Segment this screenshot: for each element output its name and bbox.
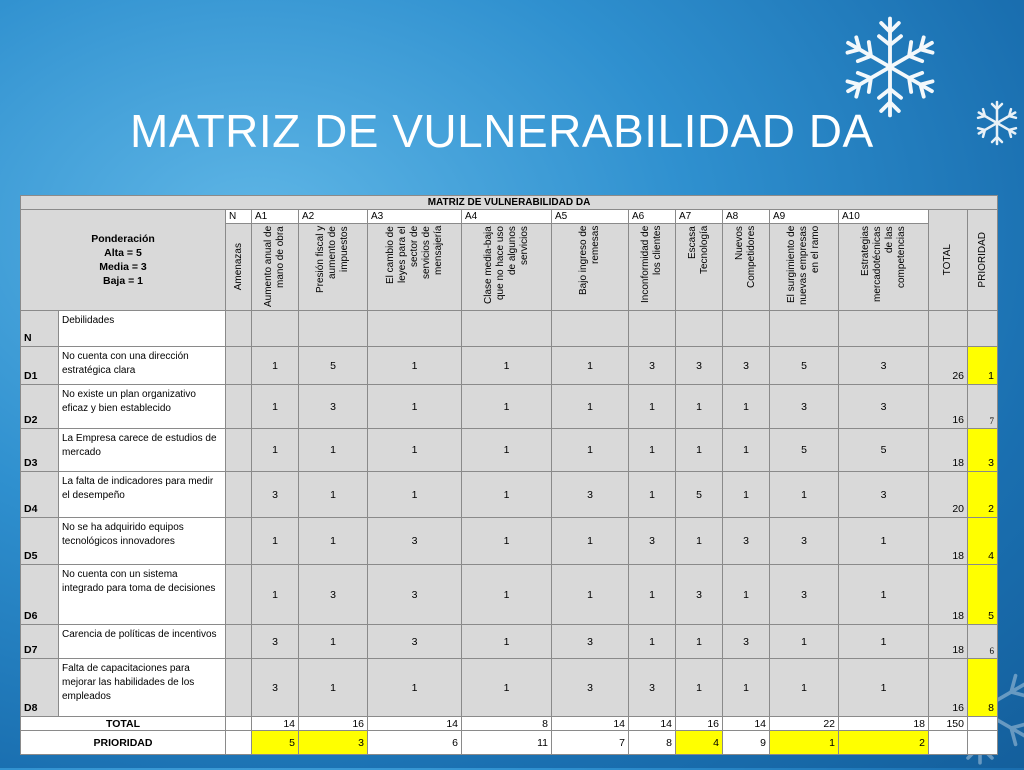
score-cell: 3 xyxy=(368,565,462,625)
score-cell: 3 xyxy=(770,518,839,565)
table-row xyxy=(21,659,998,717)
row-description: La Empresa carece de estudios de mercado xyxy=(59,429,226,472)
score-cell: 1 xyxy=(629,429,676,472)
score-cell: 1 xyxy=(839,625,929,659)
score-cell: 3 xyxy=(252,625,299,659)
score-cell: 1 xyxy=(462,518,552,565)
row-code: D1 xyxy=(21,347,59,385)
row-code: D8 xyxy=(21,659,59,717)
ponderacion-media: Media = 3 xyxy=(99,261,147,273)
score-cell: 1 xyxy=(368,347,462,385)
row-total: 16 xyxy=(929,659,968,717)
prioridad-row-label: PRIORIDAD xyxy=(21,731,226,755)
table-row xyxy=(21,472,998,518)
amenazas-label: Amenazas xyxy=(226,224,252,311)
column-priority: 7 xyxy=(552,731,629,755)
column-total: 22 xyxy=(770,717,839,731)
row-total: 18 xyxy=(929,565,968,625)
row-priority: 7 xyxy=(968,385,998,429)
score-cell: 1 xyxy=(676,659,723,717)
col-name: Escasa Tecnología xyxy=(676,224,723,311)
row-n-cell xyxy=(226,347,252,385)
score-cell: 3 xyxy=(629,659,676,717)
prioridad-header: PRIORIDAD xyxy=(968,210,998,311)
score-cell: 1 xyxy=(252,347,299,385)
score-cell: 3 xyxy=(723,518,770,565)
score-cell: 3 xyxy=(299,565,368,625)
row-description: No cuenta con una dirección estratégica clara xyxy=(59,347,226,385)
table-row xyxy=(21,565,998,625)
column-total: 14 xyxy=(723,717,770,731)
score-cell: 1 xyxy=(723,659,770,717)
score-cell: 1 xyxy=(462,565,552,625)
score-cell: 1 xyxy=(676,518,723,565)
row-total: 26 xyxy=(929,347,968,385)
col-code: A9 xyxy=(770,210,839,224)
total-header: TOTAL xyxy=(929,210,968,311)
column-total: 14 xyxy=(552,717,629,731)
score-cell: 5 xyxy=(299,347,368,385)
ponderacion-title: Ponderación xyxy=(91,233,155,245)
score-cell: 1 xyxy=(770,472,839,518)
column-priority: 4 xyxy=(676,731,723,755)
row-total: 18 xyxy=(929,518,968,565)
score-cell: 1 xyxy=(723,385,770,429)
row-description: No se ha adquirido equipos tecnológicos innovadores xyxy=(59,518,226,565)
row-total: 16 xyxy=(929,385,968,429)
score-cell: 3 xyxy=(770,565,839,625)
row-code: D6 xyxy=(21,565,59,625)
row-description: Carencia de políticas de incentivos xyxy=(59,625,226,659)
col-name: Presión fiscal y aumento de impuestos xyxy=(299,224,368,311)
score-cell: 3 xyxy=(723,347,770,385)
score-cell: 5 xyxy=(839,429,929,472)
debilidades-label: Debilidades xyxy=(59,311,226,347)
score-cell: 1 xyxy=(629,565,676,625)
score-cell: 3 xyxy=(552,659,629,717)
score-cell: 1 xyxy=(368,429,462,472)
table-row xyxy=(21,385,998,429)
score-cell: 3 xyxy=(723,625,770,659)
col-code: A1 xyxy=(252,210,299,224)
score-cell: 1 xyxy=(299,429,368,472)
score-cell: 1 xyxy=(299,518,368,565)
n-header: N xyxy=(226,210,252,224)
score-cell: 1 xyxy=(252,385,299,429)
score-cell: 1 xyxy=(252,518,299,565)
table-row xyxy=(21,429,998,472)
column-total: 14 xyxy=(368,717,462,731)
score-cell: 3 xyxy=(676,347,723,385)
score-cell: 1 xyxy=(368,659,462,717)
score-cell: 1 xyxy=(252,565,299,625)
score-cell: 3 xyxy=(252,659,299,717)
score-cell: 1 xyxy=(299,659,368,717)
grand-total: 150 xyxy=(929,717,968,731)
row-description: No existe un plan organizativo eficaz y bien establecido xyxy=(59,385,226,429)
col-name: El surgimiento de nuevas empresas en el ramo xyxy=(770,224,839,311)
vulnerability-matrix xyxy=(20,195,998,755)
score-cell: 3 xyxy=(839,347,929,385)
column-total: 18 xyxy=(839,717,929,731)
row-code: D4 xyxy=(21,472,59,518)
score-cell: 1 xyxy=(723,565,770,625)
col-code: A8 xyxy=(723,210,770,224)
score-cell: 3 xyxy=(839,385,929,429)
score-cell: 1 xyxy=(770,659,839,717)
row-n-cell xyxy=(226,472,252,518)
row-code: D7 xyxy=(21,625,59,659)
column-total: 16 xyxy=(299,717,368,731)
row-priority: 5 xyxy=(968,565,998,625)
score-cell: 1 xyxy=(629,625,676,659)
score-cell: 1 xyxy=(462,429,552,472)
score-cell: 1 xyxy=(552,429,629,472)
score-cell: 1 xyxy=(723,429,770,472)
score-cell: 3 xyxy=(368,625,462,659)
score-cell: 1 xyxy=(723,472,770,518)
score-cell: 5 xyxy=(770,429,839,472)
score-cell: 1 xyxy=(552,347,629,385)
row-description: No cuenta con un sistema integrado para toma de decisiones xyxy=(59,565,226,625)
row-n-cell xyxy=(226,429,252,472)
row-n-cell xyxy=(226,565,252,625)
column-total: 14 xyxy=(629,717,676,731)
row-description: La falta de indicadores para medir el desempeño xyxy=(59,472,226,518)
score-cell: 1 xyxy=(462,472,552,518)
column-priority: 11 xyxy=(462,731,552,755)
row-total: 20 xyxy=(929,472,968,518)
row-n-cell xyxy=(226,659,252,717)
row-n-cell xyxy=(226,518,252,565)
row-code: D3 xyxy=(21,429,59,472)
score-cell: 1 xyxy=(676,429,723,472)
score-cell: 1 xyxy=(299,625,368,659)
col-code: A5 xyxy=(552,210,629,224)
col-name: El cambio de leyes para el sector de servicios de mensajería xyxy=(368,224,462,311)
score-cell: 1 xyxy=(552,565,629,625)
score-cell: 3 xyxy=(839,472,929,518)
col-code: A4 xyxy=(462,210,552,224)
column-priority: 8 xyxy=(629,731,676,755)
score-cell: 3 xyxy=(552,472,629,518)
col-name: Nuevos Competidores xyxy=(723,224,770,311)
score-cell: 1 xyxy=(839,659,929,717)
row-priority: 8 xyxy=(968,659,998,717)
col-name: Clase media-baja que no hace uso de algunos servicios xyxy=(462,224,552,311)
score-cell: 1 xyxy=(839,518,929,565)
col-name: Bajo ingreso de remesas xyxy=(552,224,629,311)
col-code: A6 xyxy=(629,210,676,224)
col-name: Estrategias mercadotécnicas de las competencias xyxy=(839,224,929,311)
score-cell: 1 xyxy=(552,518,629,565)
col-name: Inconformidad de los clientes xyxy=(629,224,676,311)
column-total: 8 xyxy=(462,717,552,731)
row-priority: 4 xyxy=(968,518,998,565)
score-cell: 1 xyxy=(676,385,723,429)
score-cell: 1 xyxy=(629,385,676,429)
ponderacion-alta: Alta = 5 xyxy=(104,247,142,259)
score-cell: 3 xyxy=(552,625,629,659)
total-row-label: TOTAL xyxy=(21,717,226,731)
score-cell: 3 xyxy=(629,518,676,565)
score-cell: 3 xyxy=(676,565,723,625)
col-name: Aumento anual de mano de obra xyxy=(252,224,299,311)
ponderacion-legend xyxy=(21,210,226,311)
score-cell: 3 xyxy=(299,385,368,429)
row-priority: 2 xyxy=(968,472,998,518)
score-cell: 1 xyxy=(462,659,552,717)
row-description: Falta de capacitaciones para mejorar las habilidades de los empleados xyxy=(59,659,226,717)
table-caption: MATRIZ DE VULNERABILIDAD DA xyxy=(21,196,998,210)
row-priority: 1 xyxy=(968,347,998,385)
score-cell: 5 xyxy=(770,347,839,385)
score-cell: 1 xyxy=(462,625,552,659)
score-cell: 1 xyxy=(368,385,462,429)
column-priority: 2 xyxy=(839,731,929,755)
score-cell: 1 xyxy=(676,625,723,659)
score-cell: 1 xyxy=(629,472,676,518)
table-row xyxy=(21,625,998,659)
score-cell: 1 xyxy=(299,472,368,518)
ponderacion-baja: Baja = 1 xyxy=(103,275,143,287)
table-row xyxy=(21,518,998,565)
score-cell: 1 xyxy=(462,347,552,385)
debilidades-n-header: N xyxy=(21,311,59,347)
score-cell: 1 xyxy=(252,429,299,472)
score-cell: 1 xyxy=(552,385,629,429)
col-code: A3 xyxy=(368,210,462,224)
table-row xyxy=(21,347,998,385)
column-total: 16 xyxy=(676,717,723,731)
score-cell: 1 xyxy=(839,565,929,625)
column-priority: 5 xyxy=(252,731,299,755)
score-cell: 3 xyxy=(252,472,299,518)
column-priority: 1 xyxy=(770,731,839,755)
col-code: A10 xyxy=(839,210,929,224)
column-priority: 6 xyxy=(368,731,462,755)
slide-title: MATRIZ DE VULNERABILIDAD DA xyxy=(130,105,874,157)
column-total: 14 xyxy=(252,717,299,731)
row-n-cell xyxy=(226,625,252,659)
score-cell: 3 xyxy=(629,347,676,385)
row-n-cell xyxy=(226,385,252,429)
row-code: D2 xyxy=(21,385,59,429)
col-code: A7 xyxy=(676,210,723,224)
row-code: D5 xyxy=(21,518,59,565)
score-cell: 5 xyxy=(676,472,723,518)
score-cell: 3 xyxy=(368,518,462,565)
row-priority: 6 xyxy=(968,625,998,659)
row-total: 18 xyxy=(929,429,968,472)
score-cell: 1 xyxy=(462,385,552,429)
column-priority: 3 xyxy=(299,731,368,755)
col-code: A2 xyxy=(299,210,368,224)
row-priority: 3 xyxy=(968,429,998,472)
score-cell: 1 xyxy=(770,625,839,659)
row-total: 18 xyxy=(929,625,968,659)
score-cell: 3 xyxy=(770,385,839,429)
score-cell: 1 xyxy=(368,472,462,518)
column-priority: 9 xyxy=(723,731,770,755)
